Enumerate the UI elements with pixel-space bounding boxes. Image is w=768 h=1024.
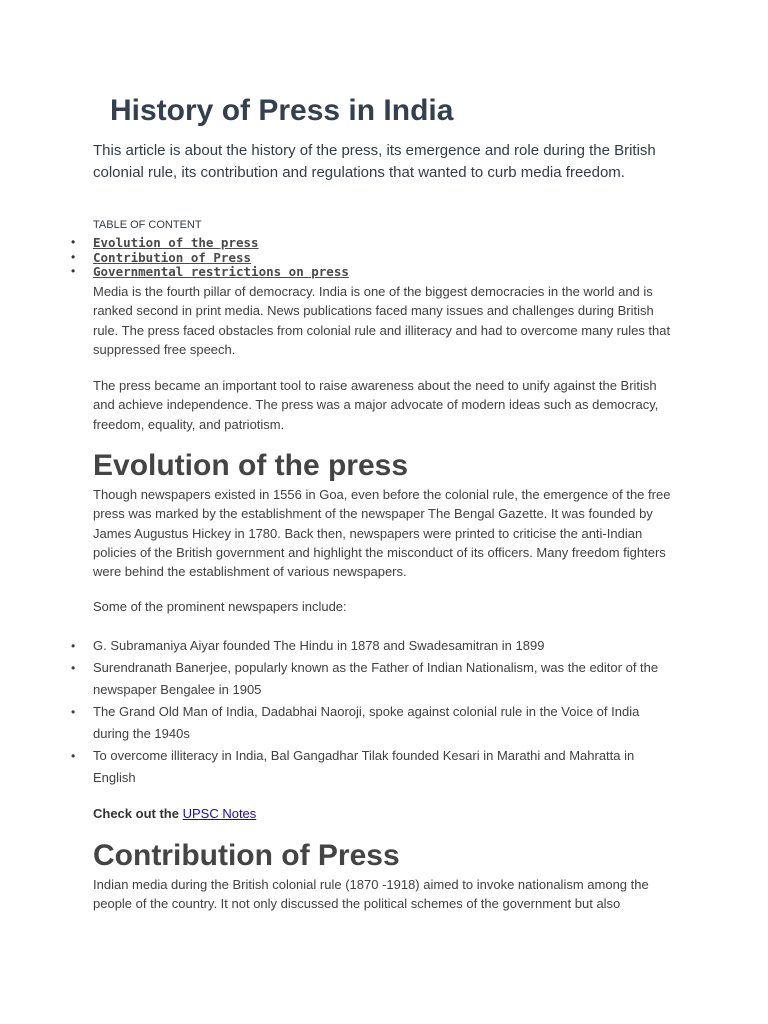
- body-paragraph-1: Media is the fourth pillar of democracy. India is one of the biggest democracies in the world and is ranked second in print media. News publications faced many issues and challenges during British rule. The press faced obstacles from colonial rule and illiteracy and had to overcome many rules that suppressed free speech.: [93, 284, 671, 357]
- evolution-paragraph-2: Some of the prominent newspapers include:: [93, 599, 347, 614]
- toc-item: [93, 264, 349, 279]
- toc-heading: TABLE OF CONTENT: [93, 219, 202, 231]
- list-item: • To overcome illiteracy in India, Bal Gangadhar Tilak founded Kesari in Marathi and Mahratta in English: [93, 745, 673, 789]
- toc-list: [93, 235, 349, 279]
- contribution-paragraph-1: Indian media during the British colonial rule (1870 -1918) aimed to invoke nationalism among the people of the country. It not only discussed the political schemes of the government but also: [93, 877, 649, 912]
- evolution-paragraph-1: Though newspapers existed in 1556 in Goa, even before the colonial rule, the emergence of the free press was marked by the establishment of the newspaper The Bengal Gazette. It was founded by James Augustus Hickey in 1780. Back then, newspapers were printed to criticise the anti-Indian policies of the British government and highlight the misconduct of its officers. Many freedom fighters were behind the establishment of various newspapers.: [93, 487, 671, 580]
- section-heading-evolution: Evolution of the press: [93, 449, 409, 482]
- check-out-label: Check out the: [93, 806, 179, 821]
- intro-paragraph: This article is about the history of the press, its emergence and role during the British colonial rule, its contribution and regulations that wanted to curb media freedom.: [93, 142, 656, 181]
- toc-link-contribution[interactable]: Contribution of Press: [93, 249, 252, 265]
- toc-item: [93, 250, 349, 265]
- body-paragraph-2: The press became an important tool to raise awareness about the need to unify against the British and achieve independence. The press was a major advocate of modern ideas such as democracy, freedom, equality, and patriotism.: [93, 378, 659, 432]
- toc-link-evolution[interactable]: Evolution of the press: [93, 235, 259, 250]
- newspapers-list: [93, 635, 673, 789]
- page-title: History of Press in India: [110, 94, 454, 127]
- check-out-line: [93, 804, 256, 823]
- toc-item: [93, 235, 349, 250]
- list-item: • Surendranath Banerjee, popularly known as the Father of Indian Nationalism, was the editor of the newspaper Bengalee in 1905: [93, 657, 673, 701]
- upsc-notes-link[interactable]: UPSC Notes: [182, 806, 257, 821]
- list-item: • G. Subramaniya Aiyar founded The Hindu in 1878 and Swadesamitran in 1899: [93, 635, 673, 657]
- list-item: • The Grand Old Man of India, Dadabhai Naoroji, spoke against colonial rule in the Voice of India during the 1940s: [93, 701, 673, 745]
- section-heading-contribution: Contribution of Press: [93, 839, 400, 872]
- toc-link-restrictions[interactable]: Governmental restrictions on press: [93, 264, 349, 280]
